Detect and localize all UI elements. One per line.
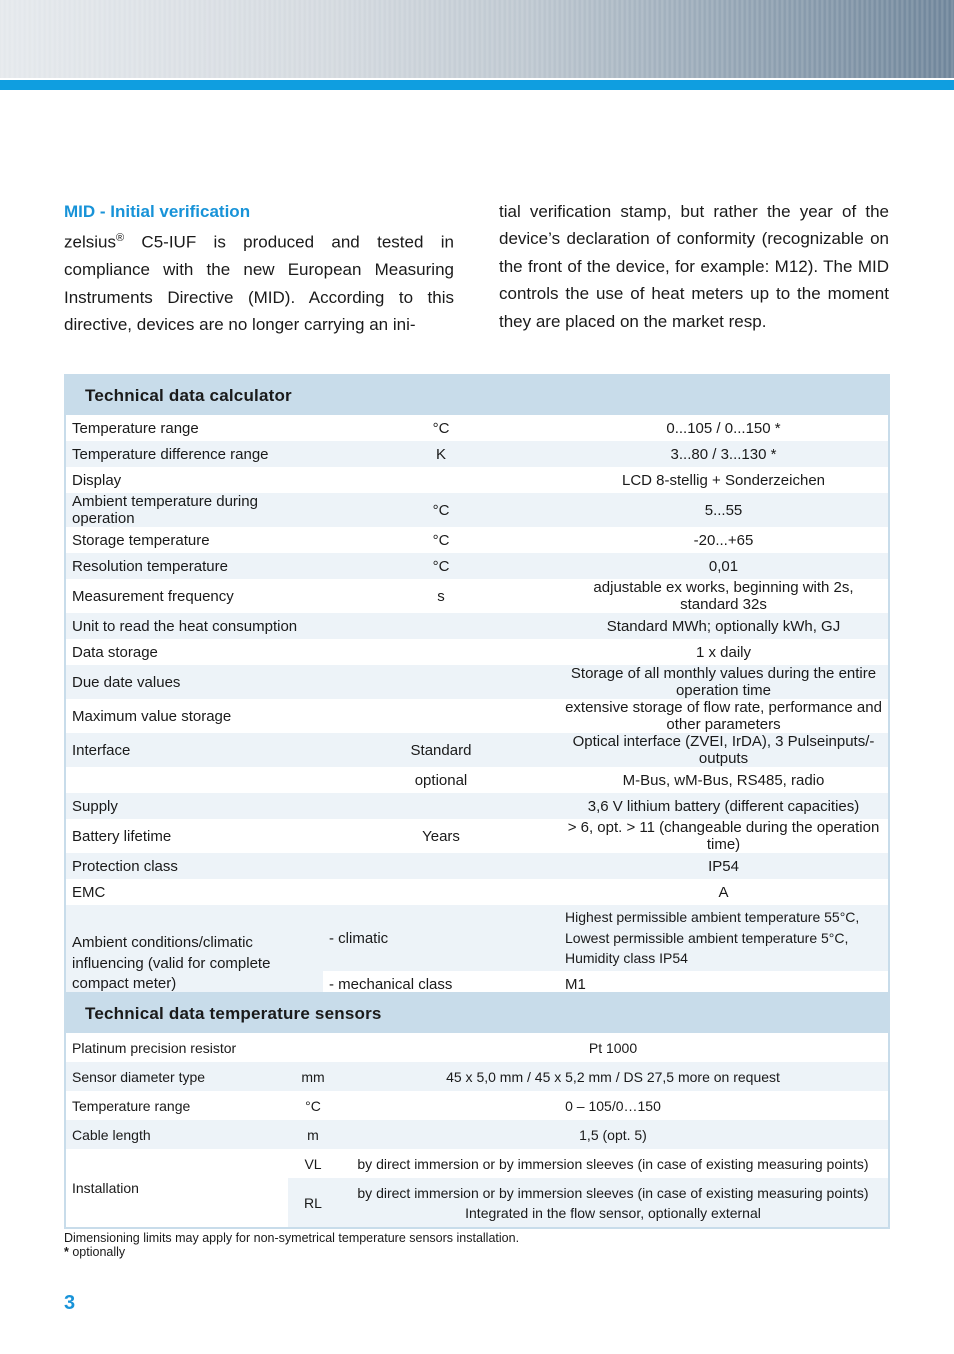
- intro-left-text: C5-IUF is produced and tested in compliance with the new European Measuring Instruments Directive (MID). According to this directive, devices are no longer carrying an ini-: [64, 233, 454, 335]
- row-label: Platinum precision resistor: [72, 1039, 237, 1056]
- row-label: Supply: [66, 793, 323, 819]
- row-label: Storage temperature: [72, 531, 210, 549]
- sensors-table-title: Technical data temperature sensors: [66, 994, 888, 1033]
- calculator-table-box: [64, 374, 890, 1025]
- row-unit: °C: [305, 1097, 321, 1114]
- row-value: -20...+65: [693, 531, 754, 549]
- page-number: 3: [64, 1292, 76, 1314]
- table-row: [66, 1149, 888, 1178]
- row-label: Sensor diameter type: [66, 1062, 288, 1091]
- table-row: [66, 527, 888, 553]
- row-label: Measurement frequency: [72, 587, 234, 605]
- header-banner: [0, 0, 954, 78]
- row-unit: [323, 467, 559, 493]
- ambient-sub-name: - mechanical class: [329, 975, 453, 993]
- installation-unit-rl: RL: [288, 1178, 338, 1227]
- table-row: [66, 441, 888, 467]
- row-unit: [323, 639, 559, 665]
- row-label: Temperature difference range: [66, 441, 323, 467]
- row-value: adjustable ex works, beginning with 2s, standard 32s: [593, 579, 854, 613]
- row-label: Resolution temperature: [66, 553, 323, 579]
- row-value: Pt 1000: [588, 1039, 638, 1056]
- row-value: 3...80 / 3...130 *: [559, 441, 888, 467]
- row-value: > 6, opt. > 11 (changeable during the operation time): [567, 819, 880, 853]
- row-value: 5...55: [559, 493, 888, 527]
- row-label: Battery lifetime: [72, 827, 172, 845]
- table-row: [66, 1091, 888, 1120]
- table-row: [66, 853, 888, 879]
- footnote-line-1: Dimensioning limits may apply for non-symetrical temperature sensors installation.: [64, 1231, 520, 1245]
- ambient-sub-name: - climatic: [323, 905, 559, 971]
- ambient-sub-value: M1: [565, 975, 586, 993]
- row-unit: °C: [323, 553, 559, 579]
- intro-paragraph-left: [64, 225, 454, 338]
- row-value: 3,6 V lithium battery (different capacities): [559, 793, 888, 819]
- row-label: Temperature range: [72, 1097, 191, 1114]
- row-unit: Standard: [323, 733, 559, 767]
- installation-value-rl-line1: by direct immersion or by immersion sleeves (in case of existing measuring points): [357, 1184, 869, 1201]
- header-stripe: [0, 80, 954, 90]
- table-row: [66, 819, 888, 853]
- row-unit: [323, 853, 559, 879]
- row-unit: [323, 879, 559, 905]
- table-row: [66, 579, 888, 613]
- row-value: Standard MWh; optionally kWh, GJ: [559, 613, 888, 639]
- row-value: A: [718, 883, 729, 901]
- row-value: LCD 8-stellig + Sonderzeichen: [621, 471, 826, 489]
- row-unit: m: [288, 1120, 338, 1149]
- table-row: [66, 1033, 888, 1062]
- row-label: Display: [72, 471, 122, 489]
- row-value: 0...105 / 0...150 *: [666, 419, 781, 437]
- installation-unit-vl: VL: [304, 1155, 322, 1172]
- row-value: M-Bus, wM-Bus, RS485, radio: [622, 771, 825, 789]
- row-unit: [288, 1033, 338, 1062]
- table-row: [66, 493, 888, 527]
- row-value: IP54: [559, 853, 888, 879]
- calculator-table-title: Technical data calculator: [66, 376, 888, 415]
- table-row: [66, 879, 888, 905]
- row-value: 0 – 105/0…150: [565, 1097, 661, 1114]
- table-row: [66, 415, 888, 441]
- row-label: Interface: [66, 733, 323, 767]
- row-value: 0,01: [559, 553, 888, 579]
- row-value: 1,5 (opt. 5): [338, 1120, 888, 1149]
- footnote-line-2: [64, 1245, 519, 1259]
- row-label: Cable length: [66, 1120, 288, 1149]
- row-unit: °C: [323, 493, 559, 527]
- row-unit: [323, 699, 559, 733]
- footnote-optionally: optionally: [68, 1245, 126, 1259]
- intro-left-column: [64, 198, 454, 339]
- row-unit: °C: [432, 531, 450, 549]
- row-unit: Years: [422, 827, 460, 845]
- table-row: [66, 905, 888, 971]
- installation-group: [66, 1149, 888, 1227]
- installation-value-rl-line2: Integrated in the flow sensor, optionally external: [465, 1204, 761, 1221]
- row-value: Storage of all monthly values during the entire operation time: [559, 665, 888, 699]
- row-label: Unit to read the heat consumption: [66, 613, 323, 639]
- row-label: Protection class: [66, 853, 323, 879]
- installation-value-rl: [338, 1178, 888, 1227]
- table-row: [66, 613, 888, 639]
- calculator-table: [66, 415, 888, 1023]
- row-unit: °C: [432, 419, 450, 437]
- row-unit: s: [437, 587, 445, 605]
- ambient-label: Ambient conditions/climatic influencing (valid for complete compact meter): [66, 905, 323, 1023]
- row-label: Data storage: [72, 643, 158, 661]
- sensors-table-box: [64, 992, 890, 1229]
- row-unit: K: [323, 441, 559, 467]
- table-row: [66, 767, 888, 793]
- ambient-sub-value: Highest permissible ambient temperature 55°C, Lowest permissible ambient temperature 5°C, Humidity class IP54: [559, 905, 888, 971]
- row-value: extensive storage of flow rate, performance and other parameters: [565, 699, 882, 733]
- brand-name: zelsius: [64, 233, 116, 253]
- row-unit: [323, 793, 559, 819]
- intro-right-column: [499, 198, 889, 339]
- installation-label: Installation: [66, 1149, 288, 1227]
- row-label: [66, 767, 323, 793]
- table-row: [66, 665, 888, 699]
- installation-value-vl: by direct immersion or by immersion sleeves (in case of existing measuring points): [357, 1155, 869, 1172]
- intro-paragraph-right: tial verification stamp, but rather the year of the device’s declaration of conformity (recognizable on the front of the device, for example: M12). The MID controls the use of heat meters up to the moment they are placed on the market resp.: [499, 202, 889, 331]
- row-label: EMC: [72, 883, 106, 901]
- row-value: 45 x 5,0 mm / 45 x 5,2 mm / DS 27,5 more on request: [338, 1062, 888, 1091]
- table-row: [66, 699, 888, 733]
- row-label: Due date values: [66, 665, 323, 699]
- sensors-table: [66, 1033, 888, 1227]
- row-label: Ambient temperature during operation: [66, 493, 323, 527]
- footnote: [64, 1231, 519, 1259]
- section-heading: MID - Initial verification: [64, 202, 251, 221]
- row-unit: [323, 613, 559, 639]
- row-label: Maximum value storage: [72, 707, 232, 725]
- registered-mark: ®: [115, 232, 125, 245]
- row-unit: mm: [288, 1062, 338, 1091]
- table-row: [66, 467, 888, 493]
- row-value: 1 x daily: [695, 643, 752, 661]
- row-unit: [323, 665, 559, 699]
- table-row: [66, 733, 888, 767]
- table-row: [66, 1120, 888, 1149]
- row-unit: optional: [414, 771, 468, 789]
- intro-section: [64, 198, 889, 339]
- row-value: Optical interface (ZVEI, IrDA), 3 Pulseinputs/-outputs: [559, 733, 888, 767]
- table-row: [66, 639, 888, 665]
- row-label: Temperature range: [72, 419, 199, 437]
- table-row: [66, 793, 888, 819]
- table-row: [66, 1062, 888, 1091]
- footnote-star: *: [64, 1245, 69, 1259]
- table-row: [66, 553, 888, 579]
